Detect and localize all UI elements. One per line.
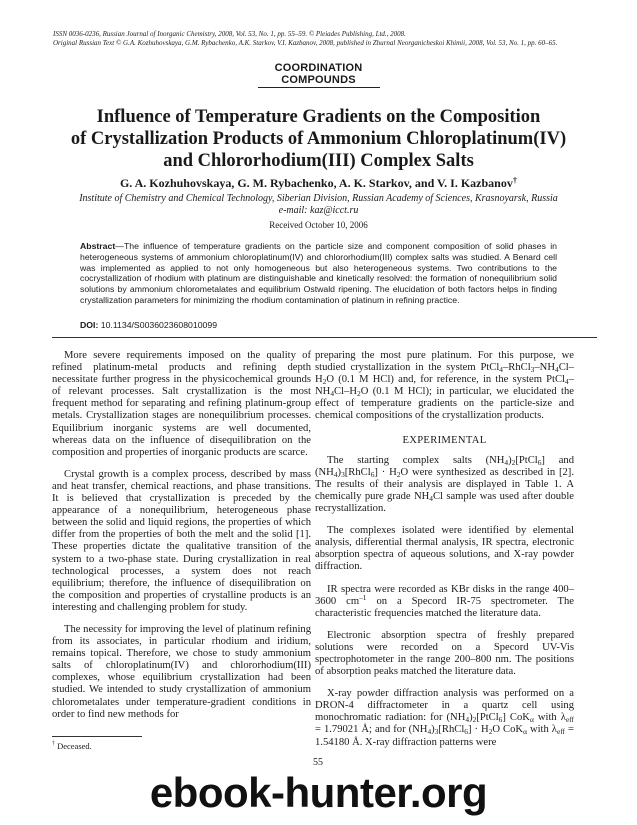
- abstract: [80, 241, 557, 306]
- paragraph: More severe requirements imposed on the quality of refined platinum-metal products and refining depth necessitate further progress in the physicochemical grounds of relevant processes. Salt crystallization is the most frequent method for separating and refining platinum-group metals. Crystallization stages are nonequilibrium processes. Equilibrium inorganic systems are well documented, whereas data on the influence of disequilibration on the composition and properties of inorganic products are scarce.: [52, 350, 311, 458]
- paragraph: Crystal growth is a complex process, described by mass and heat transfer, chemical reactions, and phase transitions. It is believed that crystallization is preceded by the appearance of a nonequilibrium, heterogeneous phase between the solid and liquid regions, the properties of which differ from the properties of both the melt and the solid [1]. These properties dictate the qualitative transition of the system to a two-phase state. During crystallization in real technological processes, a system does not reach equilibrium; therefore, the influence of disequilibration on the composition and properties of crystalline products is an interesting and challenging problem for study.: [52, 468, 311, 613]
- title-line-1: Influence of Temperature Gradients on the Composition: [96, 107, 541, 127]
- paragraph: The starting complex salts $(NH_4)_2[PtCl_6]$ and $(NH_4)_3[RhCl_6] \cdot H_2O$ were synthesized as described in [2]. The results of their analysis are displayed in Table 1. A chemically pure grade $NH_4Cl$ sample was used after double recrystallization.: [315, 454, 574, 515]
- footnote: [52, 741, 92, 751]
- left-column: [52, 350, 311, 731]
- paragraph: The complexes isolated were identified by elemental analysis, differential thermal analysis, IR spectra, electronic absorption spectra of aqueous solutions, and X-ray powder diffraction.: [315, 525, 574, 573]
- journal-header: [53, 30, 598, 48]
- paragraph: X-ray powder diffraction analysis was performed on a DRON-4 diffractometer in a quartz cell using monochromatic radiation: for $(NH_4)_2[PtCl_6]$ CoK$_\alpha$ with $\lambda_{eff} = 1.79021$ Å; and for $(NH_4)_3[RhCl_6] \cdot H_2O$ CoK$_\alpha$ with $\lambda_{eff} = 1.54180$ Å. X-ray diffraction patterns were: [315, 688, 575, 748]
- watermark: ebook-hunter.org: [149, 769, 488, 816]
- doi-link[interactable]: 10.1134/S0036023608010099: [100, 320, 218, 330]
- paragraph: preparing the most pure platinum. For this purpose, we studied crystallization in the system $PtCl_4-RhCl_3-NH_4Cl-H_2O$ (0.1 M HCl) and, for reference, in the system $PtCl_4-NH_4Cl-H_2O$ (0.1 M HCl); in particular, we elucidated the effect of temperature gradients on the particle-size and chemical compositions of the crystallization products.: [315, 350, 574, 422]
- section-divider: [258, 87, 380, 88]
- author-list: G. A. Kozhuhovskaya, G. M. Rybachenko, A. K. Starkov, and V. I. Kazbanov†: [119, 176, 518, 190]
- received-date: Received October 10, 2006: [269, 220, 368, 230]
- section-heading-experimental: EXPERIMENTAL: [402, 434, 487, 446]
- author-email[interactable]: e-mail: kaz@icct.ru: [278, 205, 359, 216]
- footnote-mark: †: [52, 741, 55, 747]
- page-number: 55: [313, 757, 323, 768]
- paragraph: Electronic absorption spectra of freshly prepared solutions were recorded on a Specord UV-Vis spectrophotometer in the range 200–800 nm. The positions of absorption peaks matched the literature data.: [315, 629, 574, 678]
- abstract-rule: [52, 337, 597, 338]
- title-line-3: and Chlororhodium(III) Complex Salts: [163, 151, 474, 171]
- paper-title: [40, 106, 597, 172]
- section-label-line-2: COMPOUNDS: [281, 74, 356, 86]
- footnote-rule: [52, 736, 142, 737]
- deceased-mark: †: [512, 176, 518, 185]
- affiliation-text: Institute of Chemistry and Chemical Technology, Siberian Division, Russian Academy of Sciences, Krasnoyarsk, Russia: [79, 193, 558, 204]
- paragraph: IR spectra were recorded as KBr disks in the range 400–3600 $cm^{-1}$ on a Specord IR-75 spectrometer. The characteristic frequencies matched the literature data.: [315, 583, 574, 619]
- doi-label: DOI:: [80, 320, 99, 330]
- section-label: [0, 62, 637, 86]
- journal-header-line-2: Original Russian Text © G.A. Kozhuhovskaya, G.M. Rybachenko, A.K. Starkov, V.I. Kazbanov, 2008, published in Zhurnal Neorganicheskoi Khimii, 2008, Vol. 53, No. 1, pp. 60–65.: [53, 39, 558, 47]
- journal-header-line-1: ISSN 0036-0236, Russian Journal of Inorganic Chemistry, 2008, Vol. 53, No. 1, pp. 55–59. © Pleiades Publishing, Ltd., 2008.: [53, 30, 406, 38]
- footnote-text: Deceased.: [57, 741, 92, 751]
- right-column: [315, 350, 574, 759]
- abstract-text: —The influence of temperature gradients on the particle size and component composition of solid phases in heterogeneous systems of ammonium chloroplatinum(IV) and chlororhodium(III) complex salts was studied. A Benard cell was implemented as applied to not only homogeneous but also heterogeneous systems. Two contributions to the cocrystallization of rhodium with platinum are distinguishable and kinetically resolved: the formation of nonequilibrium solid solutions by ammonium chlorometalates and equilibrium Ostwald ripening. The elucidation of both factors helps in finding crystallization parameters for minimizing the rhodium contamination of platinum in refining practice.: [80, 241, 557, 305]
- doi: [80, 320, 217, 330]
- paragraph: The necessity for improving the level of platinum refining from its associates, in particular rhodium and iridium, remains topical. Therefore, we chose to study ammonium salts of chloroplatinum(IV) and chlororhodium(III) complexes, whose equilibrium crystallization had been studied. We intended to study crystallization of ammonium chlorometalates under temperature-gradient conditions in order to find new methods for: [52, 623, 311, 720]
- affiliation: [40, 193, 597, 217]
- abstract-label: Abstract: [80, 241, 116, 251]
- title-line-2: of Crystallization Products of Ammonium Chloroplatinum(IV): [70, 129, 567, 149]
- section-label-line-1: COORDINATION: [274, 62, 363, 74]
